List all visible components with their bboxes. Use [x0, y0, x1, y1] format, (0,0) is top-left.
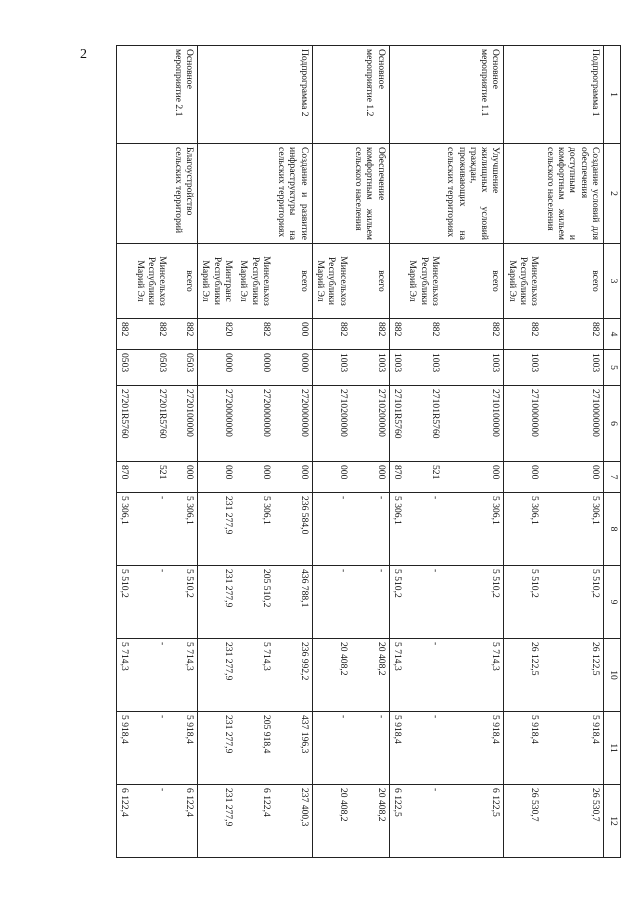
table-row — [542, 46, 603, 858]
table-row — [236, 46, 274, 858]
value-2024-cell: 6 122,5 — [443, 785, 504, 858]
value-2024-cell: 26 530,7 — [504, 785, 542, 858]
description-cell: Создание и развитие инфраструктуры на сельских территориях — [274, 144, 312, 244]
value-2021-cell: - — [405, 566, 443, 639]
value-2023-cell: 231 277,9 — [198, 712, 236, 785]
value-2021-cell: 5 510,2 — [389, 566, 405, 639]
section-cell: 0000 — [274, 350, 312, 386]
column-header-10: 10 — [604, 639, 621, 712]
expense-type-cell: 000 — [351, 462, 389, 493]
section-cell: 0000 — [198, 350, 236, 386]
section-cell: 0503 — [117, 350, 133, 386]
value-2023-cell: 5 918,4 — [504, 712, 542, 785]
value-2021-cell: - — [132, 566, 170, 639]
program-cell — [236, 46, 274, 144]
target-article-cell: 27201R5760 — [132, 386, 170, 462]
header-row — [604, 46, 621, 858]
description-cell — [312, 144, 350, 244]
value-2024-cell: 6 122,5 — [389, 785, 405, 858]
value-2021-cell: 231 277,9 — [198, 566, 236, 639]
value-2020-cell: - — [405, 493, 443, 566]
grbs-cell: 882 — [312, 319, 350, 350]
value-2020-cell: - — [351, 493, 389, 566]
section-cell: 1003 — [389, 350, 405, 386]
value-2022-cell: - — [132, 639, 170, 712]
grbs-cell: 882 — [389, 319, 405, 350]
description-cell — [117, 144, 133, 244]
value-2024-cell: 26 530,7 — [542, 785, 603, 858]
section-cell: 1003 — [351, 350, 389, 386]
description-cell: Обеспечение комфортным жильем сельского населения — [351, 144, 389, 244]
expense-type-cell: 000 — [274, 462, 312, 493]
section-cell: 1003 — [312, 350, 350, 386]
table-row — [132, 46, 170, 858]
table-row — [312, 46, 350, 858]
value-2020-cell: - — [132, 493, 170, 566]
value-2022-cell: 236 992,2 — [274, 639, 312, 712]
grbs-cell: 882 — [542, 319, 603, 350]
table-row — [274, 46, 312, 858]
column-header-1: 1 — [604, 46, 621, 144]
description-cell: Благоустройство сельских территорий — [170, 144, 197, 244]
program-cell — [405, 46, 443, 144]
section-cell: 1003 — [405, 350, 443, 386]
grbs-cell: 882 — [504, 319, 542, 350]
value-2024-cell: 20 408,2 — [351, 785, 389, 858]
target-article-cell: 2720000000 — [236, 386, 274, 462]
program-cell: Подпрограмма 2 — [274, 46, 312, 144]
value-2020-cell: 5 306,1 — [236, 493, 274, 566]
executor-cell: всего — [443, 244, 504, 319]
expense-type-cell: 000 — [198, 462, 236, 493]
value-2022-cell: 231 277,9 — [198, 639, 236, 712]
value-2024-cell: 6 122,4 — [117, 785, 133, 858]
column-header-3: 3 — [604, 244, 621, 319]
value-2020-cell: 5 306,1 — [504, 493, 542, 566]
section-cell: 0000 — [236, 350, 274, 386]
value-2023-cell: 5 918,4 — [389, 712, 405, 785]
table-body — [117, 46, 604, 858]
grbs-cell: 882 — [351, 319, 389, 350]
value-2020-cell: 5 306,1 — [542, 493, 603, 566]
executor-cell: Минсельхоз Республики Марий Эл — [132, 244, 170, 319]
program-cell — [132, 46, 170, 144]
expense-type-cell: 000 — [170, 462, 197, 493]
value-2023-cell: 437 196,3 — [274, 712, 312, 785]
value-2023-cell: - — [132, 712, 170, 785]
program-cell: Основное мероприятие 1.1 — [443, 46, 504, 144]
target-article-cell: 2710200000 — [351, 386, 389, 462]
value-2023-cell: 5 918,4 — [170, 712, 197, 785]
expense-type-cell: 000 — [312, 462, 350, 493]
value-2023-cell: - — [351, 712, 389, 785]
executor-cell: Минсельхоз Республики Марий Эл — [504, 244, 542, 319]
target-article-cell: 27101R5760 — [389, 386, 405, 462]
target-article-cell: 27101R5760 — [405, 386, 443, 462]
value-2021-cell: 5 510,2 — [504, 566, 542, 639]
value-2020-cell: 5 306,1 — [443, 493, 504, 566]
expense-type-cell: 000 — [236, 462, 274, 493]
value-2020-cell: 5 306,1 — [117, 493, 133, 566]
rotated-table-container — [76, 45, 621, 857]
section-cell: 0503 — [170, 350, 197, 386]
budget-table — [116, 45, 621, 858]
column-header-4: 4 — [604, 319, 621, 350]
value-2022-cell: - — [405, 639, 443, 712]
column-header-5: 5 — [604, 350, 621, 386]
target-article-cell: 2710000000 — [542, 386, 603, 462]
executor-cell: Минсельхоз Республики Марий Эл — [236, 244, 274, 319]
table-row — [351, 46, 389, 858]
value-2020-cell: 5 306,1 — [389, 493, 405, 566]
program-cell — [198, 46, 236, 144]
value-2021-cell: 436 788,1 — [274, 566, 312, 639]
grbs-cell: 882 — [117, 319, 133, 350]
grbs-cell: 882 — [443, 319, 504, 350]
section-cell: 0503 — [132, 350, 170, 386]
table-row — [198, 46, 236, 858]
target-article-cell: 2710100000 — [443, 386, 504, 462]
column-header-2: 2 — [604, 144, 621, 244]
program-cell: Основное мероприятие 2.1 — [170, 46, 197, 144]
column-header-9: 9 — [604, 566, 621, 639]
table-row — [389, 46, 405, 858]
expense-type-cell: 521 — [405, 462, 443, 493]
value-2021-cell: 5 510,2 — [170, 566, 197, 639]
section-cell: 1003 — [542, 350, 603, 386]
column-header-7: 7 — [604, 462, 621, 493]
value-2023-cell: 5 918,4 — [542, 712, 603, 785]
section-cell: 1003 — [504, 350, 542, 386]
value-2021-cell: 5 510,2 — [443, 566, 504, 639]
page-number: 2 — [80, 47, 87, 62]
description-cell — [405, 144, 443, 244]
description-cell — [389, 144, 405, 244]
executor-cell: Минсельхоз Республики Марий Эл — [405, 244, 443, 319]
value-2022-cell: 5 714,3 — [236, 639, 274, 712]
value-2024-cell: 20 408,2 — [312, 785, 350, 858]
value-2023-cell: 5 918,4 — [117, 712, 133, 785]
value-2024-cell: - — [405, 785, 443, 858]
program-cell: Основное мероприятие 1.2 — [351, 46, 389, 144]
expense-type-cell: 000 — [542, 462, 603, 493]
grbs-cell: 820 — [198, 319, 236, 350]
value-2022-cell: 5 714,3 — [389, 639, 405, 712]
expense-type-cell: 521 — [132, 462, 170, 493]
value-2021-cell: - — [312, 566, 350, 639]
executor-cell: всего — [542, 244, 603, 319]
description-cell: Создание условий для обеспечения доступным и комфортным жильем сельского населения — [542, 144, 603, 244]
executor-cell — [389, 244, 405, 319]
grbs-cell: 882 — [170, 319, 197, 350]
executor-cell — [117, 244, 133, 319]
target-article-cell: 2710200000 — [312, 386, 350, 462]
value-2021-cell: 5 510,2 — [117, 566, 133, 639]
value-2023-cell: 5 918,4 — [443, 712, 504, 785]
value-2021-cell: 205 510,2 — [236, 566, 274, 639]
value-2021-cell: - — [351, 566, 389, 639]
value-2022-cell: 5 714,3 — [170, 639, 197, 712]
column-header-6: 6 — [604, 386, 621, 462]
expense-type-cell: 870 — [389, 462, 405, 493]
table-row — [405, 46, 443, 858]
executor-cell: всего — [274, 244, 312, 319]
target-article-cell: 27201R5760 — [117, 386, 133, 462]
value-2020-cell: 236 584,0 — [274, 493, 312, 566]
target-article-cell: 2720000000 — [274, 386, 312, 462]
grbs-cell: 882 — [405, 319, 443, 350]
program-cell — [504, 46, 542, 144]
value-2022-cell: 20 408,2 — [312, 639, 350, 712]
target-article-cell: 2710000000 — [504, 386, 542, 462]
column-header-8: 8 — [604, 493, 621, 566]
value-2022-cell: 26 122,5 — [504, 639, 542, 712]
value-2022-cell: 20 408,2 — [351, 639, 389, 712]
value-2020-cell: - — [312, 493, 350, 566]
grbs-cell: 000 — [274, 319, 312, 350]
value-2023-cell: 205 918,4 — [236, 712, 274, 785]
target-article-cell: 2720100000 — [170, 386, 197, 462]
description-cell — [198, 144, 236, 244]
table-row — [443, 46, 504, 858]
value-2024-cell: 237 400,3 — [274, 785, 312, 858]
grbs-cell: 882 — [132, 319, 170, 350]
value-2022-cell: 5 714,3 — [117, 639, 133, 712]
description-cell — [132, 144, 170, 244]
table-row — [117, 46, 133, 858]
section-cell: 1003 — [443, 350, 504, 386]
executor-cell: Минсельхоз Республики Марий Эл — [312, 244, 350, 319]
program-cell: Подпрограмма 1 — [542, 46, 603, 144]
description-cell — [504, 144, 542, 244]
value-2022-cell: 5 714,3 — [443, 639, 504, 712]
description-cell — [236, 144, 274, 244]
value-2024-cell: 6 122,4 — [170, 785, 197, 858]
description-cell: Улучшение жилищных условий граждан, проживающих на сельских территориях — [443, 144, 504, 244]
column-header-11: 11 — [604, 712, 621, 785]
grbs-cell: 882 — [236, 319, 274, 350]
program-cell — [389, 46, 405, 144]
target-article-cell: 2720000000 — [198, 386, 236, 462]
expense-type-cell: 000 — [443, 462, 504, 493]
expense-type-cell: 870 — [117, 462, 133, 493]
value-2024-cell: - — [132, 785, 170, 858]
executor-cell: всего — [351, 244, 389, 319]
column-header-12: 12 — [604, 785, 621, 858]
executor-cell: всего — [170, 244, 197, 319]
program-cell — [312, 46, 350, 144]
value-2020-cell: 231 277,9 — [198, 493, 236, 566]
value-2022-cell: 26 122,5 — [542, 639, 603, 712]
expense-type-cell: 000 — [504, 462, 542, 493]
value-2023-cell: - — [405, 712, 443, 785]
value-2021-cell: 5 510,2 — [542, 566, 603, 639]
value-2024-cell: 6 122,4 — [236, 785, 274, 858]
program-cell — [117, 46, 133, 144]
value-2020-cell: 5 306,1 — [170, 493, 197, 566]
table-row — [504, 46, 542, 858]
executor-cell: Минтранс Республики Марий Эл — [198, 244, 236, 319]
value-2024-cell: 231 277,9 — [198, 785, 236, 858]
value-2023-cell: - — [312, 712, 350, 785]
table-row — [170, 46, 197, 858]
